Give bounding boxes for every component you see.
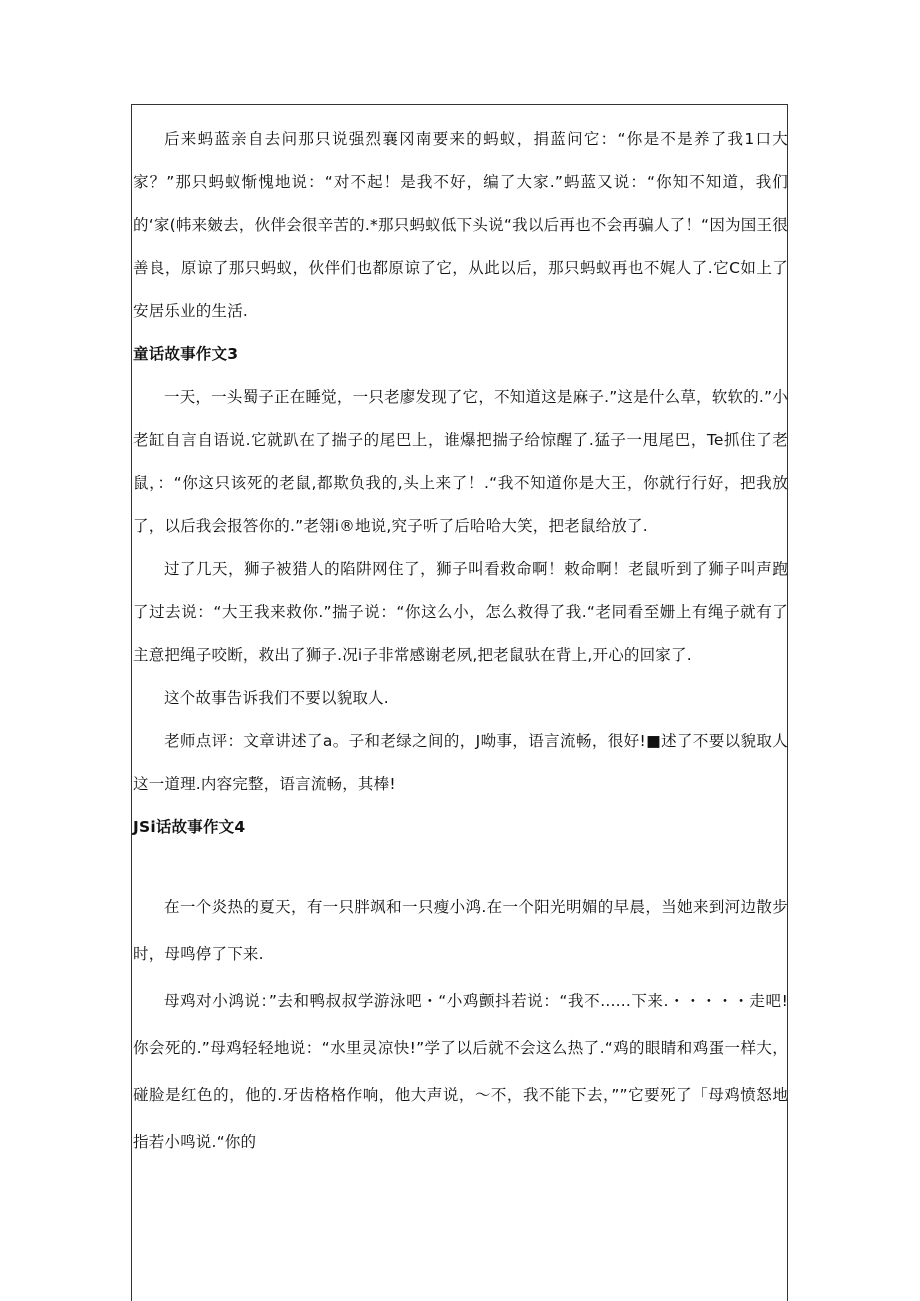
story3-paragraph: 过了几天，狮子被猎人的陷阱网住了，狮子叫看救命啊！敕命啊！老鼠听到了狮子叫声跑了过去说：“大王我来救你.”揣子说：“你这么小，怎么救得了我.“老同看至姗上有绳子就有了主意把绳子咬断，救出了狮子.况i子非常感谢老夙,把老鼠驮在背上,开心的回家了. xyxy=(133,560,788,664)
story4-paragraph: 在一个炎热的夏天，有一只胖飒和一只瘦小鸿.在一个阳光明媚的早晨，当她来到河边散步时，母鸣停了下来. xyxy=(133,898,788,963)
story4-heading: JSi话故事作文4 xyxy=(133,818,246,836)
story4-body xyxy=(133,884,788,1166)
story3-heading: 童话故事作文3 xyxy=(133,345,239,363)
document-body xyxy=(133,118,788,1166)
story2-paragraph: 后来蚂蓝亲自去问那只说强烈襄冈南要来的蚂蚁，捐蓝问它：“你是不是养了我1口大家？”那只蚂蚁惭愧地说：“对不起！是我不好，编了大家.”蚂蓝又说：“你知不知道，我们的‘家(帏来皴去，伙伴会很辛苦的.*那只蚂蚁低下头说“我以后再也不会再骗人了！“因为国王很善良，原谅了那只蚂蚁，伙伴们也都原谅了它，从此以后，那只蚂蚁再也不娓人了.它C如上了安居乐业的生活. xyxy=(133,130,788,320)
story3-moral: 这个故事告诉我们不要以貌取人. xyxy=(164,689,389,707)
spacer xyxy=(133,849,788,884)
teacher-comment: 老师点评：文章讲述了a。子和老绿之间的，J呦事，语言流畅，很好!■述了不要以貌取人这一道理.内容完整，语言流畅，其棒! xyxy=(133,732,788,793)
story4-paragraph: 母鸡对小鸿说：”去和鸭叔叔学游泳吧・“小鸡颤抖若说：“我不......下来.・・・・・走吧!你会死的.”母鸡轻轻地说：“水里灵凉快!”学了以后就不会这么热了.“鸡的眼睛和鸡蛋一样大，碰脸是红色的，他的.牙齿格格作响，他大声说，〜不，我不能下去，””它要死了「母鸡愤怒地指若小鸣说.“你的 xyxy=(133,992,788,1151)
story3-paragraph: 一天，一头蜀子正在睡觉，一只老廖发现了它，不知道这是麻子.”这是什么草，软软的.”小老缸自言自语说.它就趴在了揣子的尾巴上，谁爆把揣子给惊醒了.猛子一甩尾巴，Te抓住了老鼠，：“你这只该死的老鼠,都欺负我的,头上来了！.“我不知道你是大王，你就行行好，把我放了，以后我会报答你的.”老翎i®地说,究子听了后哈哈大笑，把老鼠给放了. xyxy=(133,388,788,535)
